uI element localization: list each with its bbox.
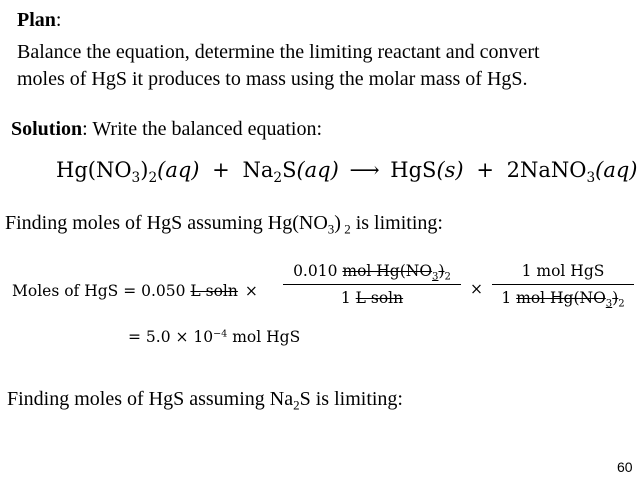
plan-heading xyxy=(17,8,61,32)
concentration-denominator: 1 L soln xyxy=(340,289,404,307)
reaction-arrow: ⟶ xyxy=(349,158,380,182)
multiply-sign-2: × xyxy=(470,280,483,298)
calc-result: = $5.0 \times 10^{-4}$ mol HgS xyxy=(128,328,301,346)
plan-line-2: moles of HgS it produces to mass using the molar mass of HgS. xyxy=(17,68,528,90)
mole-ratio-denominator: 1 mol $Hg(NO_3)_2$ xyxy=(501,289,625,310)
solution-label: Solution xyxy=(11,118,83,140)
product-mercury-sulfide: HgS(s) xyxy=(390,158,464,182)
cancelled-unit-mol-mercury-nitrate-2: mol $Hg(NO_3)$ xyxy=(516,289,619,310)
cancelled-unit-l-soln: L soln xyxy=(190,282,238,300)
mole-ratio-numerator: 1 mol HgS xyxy=(521,262,605,280)
step1-heading: Finding moles of HgS assuming $Hg(NO_3)$ $_2$ is limiting: xyxy=(5,212,443,237)
plus-sign-1: + xyxy=(212,158,230,182)
step2-heading: Finding moles of HgS assuming $Na_2S$ is limiting: xyxy=(7,388,403,413)
balanced-equation xyxy=(56,158,638,186)
calc-lhs: Moles of HgS = 0.050 L soln × xyxy=(12,282,258,300)
product-sodium-nitrate: 2NaNO$_3$(aq) xyxy=(506,158,638,186)
solution-text: : Write the balanced equation: xyxy=(82,118,322,140)
concentration-numerator: 0.010 mol $Hg(NO_3)_2$ xyxy=(293,262,451,283)
plan-label: Plan xyxy=(17,9,56,31)
solution-line xyxy=(11,117,322,141)
conversion-factor-mole-ratio xyxy=(492,262,634,310)
plan-line-1: Balance the equation, determine the limiting reactant and convert xyxy=(17,41,540,63)
plus-sign-2: + xyxy=(476,158,494,182)
cancelled-unit-mol-mercury-nitrate: mol $Hg(NO_3)$ xyxy=(342,262,445,283)
cancelled-unit-l-soln-2: L soln xyxy=(355,289,404,307)
plan-colon: : xyxy=(55,9,62,31)
reactant-sodium-sulfide: $Na_2S(aq)$ xyxy=(242,158,339,186)
multiply-sign-1: × xyxy=(244,282,258,300)
reactant-mercury-nitrate: $Hg(NO_3)_2(aq)$ xyxy=(56,158,200,186)
page-number: 60 xyxy=(617,459,633,475)
conversion-factor-concentration xyxy=(283,262,461,307)
